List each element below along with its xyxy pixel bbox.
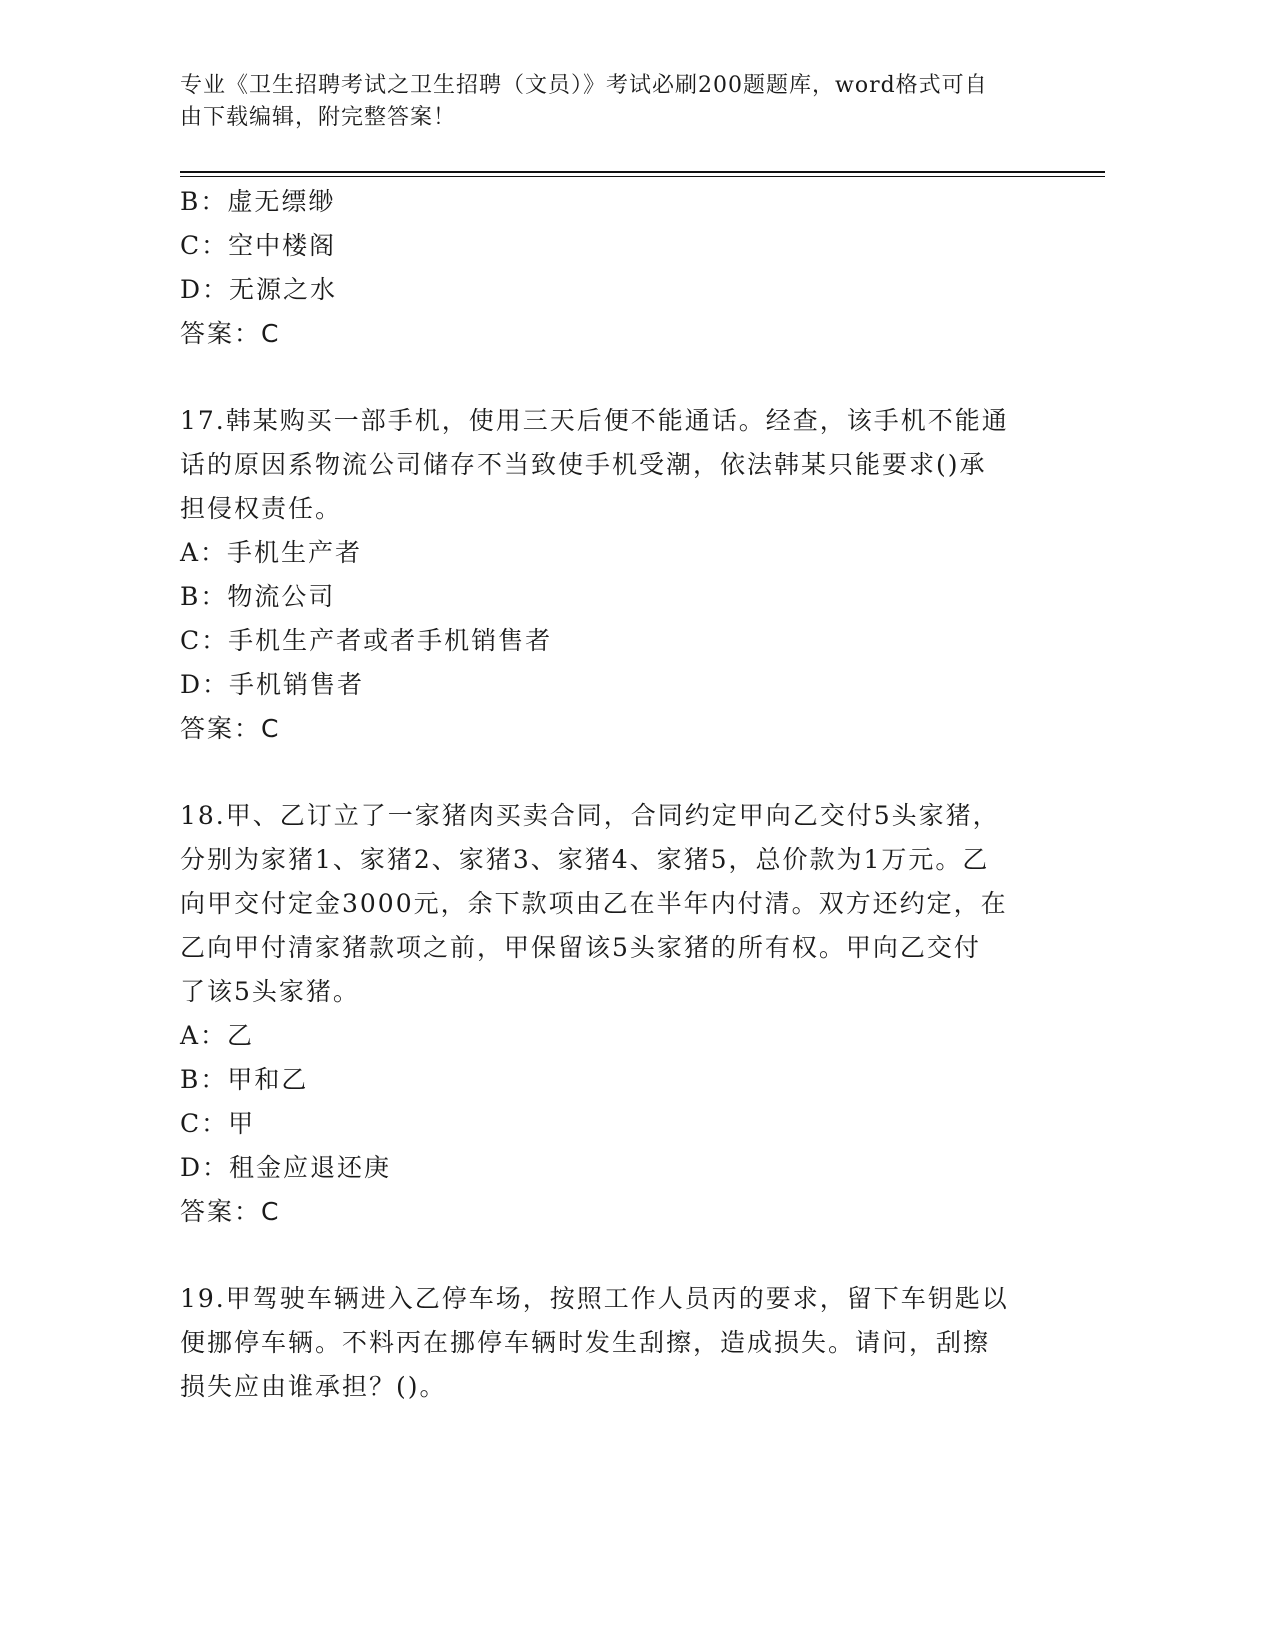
option-d: D：手机销售者 xyxy=(180,670,365,699)
question-stem-line: 17.韩某购买一部手机，使用三天后便不能通话。经查，该手机不能通 xyxy=(180,406,1009,435)
answer-line: 答案：C xyxy=(180,714,281,743)
spacer xyxy=(180,751,1050,794)
spacer xyxy=(180,1234,1050,1277)
option-b: B：物流公司 xyxy=(180,582,336,611)
answer-line: 答案：C xyxy=(180,1197,281,1226)
option-b: B：甲和乙 xyxy=(180,1065,309,1094)
question-16 xyxy=(180,180,1050,356)
document-body xyxy=(180,180,1050,1409)
question-18 xyxy=(180,794,1050,1234)
header-line-2: 由下载编辑，附完整答案！ xyxy=(180,105,457,130)
option-a: A：手机生产者 xyxy=(180,538,363,567)
question-stem-line: 损失应由谁承担？()。 xyxy=(180,1372,447,1401)
question-stem-line: 乙向甲付清家猪款项之前，甲保留该5头家猪的所有权。甲向乙交付 xyxy=(180,933,981,962)
question-stem-line: 向甲交付定金3000元，余下款项由乙在半年内付清。双方还约定，在 xyxy=(180,889,1008,918)
option-b: B：虚无缥缈 xyxy=(180,187,336,216)
question-stem-line: 分别为家猪1、家猪2、家猪3、家猪4、家猪5，总价款为1万元。乙 xyxy=(180,845,990,874)
header-rule-thin xyxy=(180,176,1105,177)
option-a: A：乙 xyxy=(180,1021,255,1050)
option-c: C：手机生产者或者手机销售者 xyxy=(180,626,553,655)
question-stem-line: 担侵权责任。 xyxy=(180,494,343,523)
question-stem-line: 19.甲驾驶车辆进入乙停车场，按照工作人员丙的要求，留下车钥匙以 xyxy=(180,1284,1009,1313)
question-stem-line: 便挪停车辆。不料丙在挪停车辆时发生刮擦，造成损失。请问，刮擦 xyxy=(180,1328,991,1357)
question-19 xyxy=(180,1277,1050,1409)
answer-line: 答案：C xyxy=(180,319,281,348)
option-c: C：甲 xyxy=(180,1109,256,1138)
page-header xyxy=(180,70,1040,134)
question-stem-line: 18.甲、乙订立了一家猪肉买卖合同，合同约定甲向乙交付5头家猪， xyxy=(180,801,1000,830)
spacer xyxy=(180,356,1050,399)
header-line-1: 专业《卫生招聘考试之卫生招聘（文员）》考试必刷200题题库，word格式可自 xyxy=(180,73,988,98)
question-17 xyxy=(180,399,1050,751)
header-rule-thick xyxy=(180,171,1105,173)
question-stem-line: 话的原因系物流公司储存不当致使手机受潮，依法韩某只能要求()承 xyxy=(180,450,987,479)
option-c: C：空中楼阁 xyxy=(180,231,337,260)
option-d: D：无源之水 xyxy=(180,275,338,304)
option-d: D：租金应退还庚 xyxy=(180,1153,392,1182)
question-stem-line: 了该5头家猪。 xyxy=(180,977,360,1006)
